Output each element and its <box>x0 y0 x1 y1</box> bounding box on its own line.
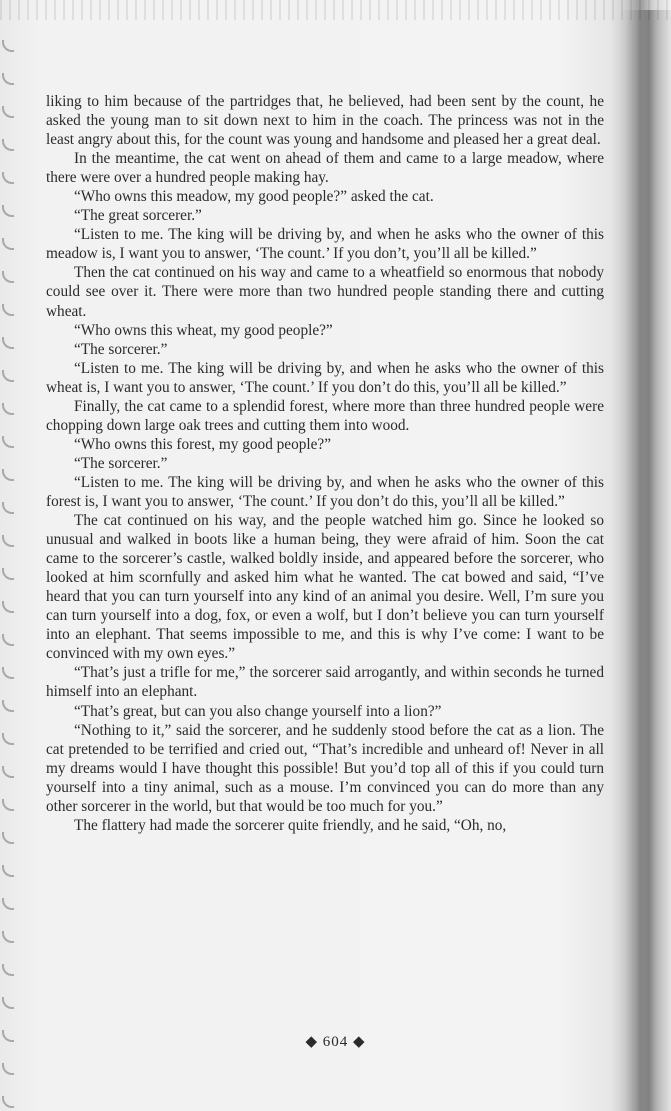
paragraph: “The great sorcerer.” <box>74 207 202 225</box>
paragraph: Then the cat continued on his way and came to a wheatfield so enormous that nobody could see over it. There were more than two hundred people standing there and cutting wheat. <box>46 264 604 320</box>
page-number-footer <box>0 1032 671 1051</box>
paragraph: “Listen to me. The king will be driving by, and when he asks who the owner of this wheat is, I want you to answer, ‘The count.’ If you don’t do this, you’ll all be killed.” <box>46 359 604 396</box>
diamond-icon: ◆ <box>305 1034 318 1050</box>
diamond-icon: ◆ <box>353 1034 366 1050</box>
paragraph: The cat continued on his way, and the people watched him go. Since he looked so unusual and walked in boots like a human being, they were afraid of him. Soon the cat came to the sorcerer’s castle, walked boldly inside, and appeared before the sorcerer, who looked at him scornfully and asked him what he wanted. The cat bowed and said, “I’ve heard that you can turn yourself into any kind of an animal you desire. Well, I’m sure you can turn yourself into a dog, fox, or even a wolf, but I don’t believe you can turn yourself into an elephant. That seems impossible to me, and this is why I’ve come: I want to be convinced with my own eyes.” <box>46 512 604 663</box>
previous-page-edge <box>0 0 671 20</box>
paragraph: “Who owns this meadow, my good people?” asked the cat. <box>74 188 434 206</box>
page-number: 604 <box>322 1034 349 1050</box>
body-text <box>46 92 604 835</box>
paragraph: “Listen to me. The king will be driving by, and when he asks who the owner of this meadow is, I want you to answer, ‘The count.’ If you don’t, you’ll all be killed.” <box>46 226 604 263</box>
paragraph: “Listen to me. The king will be driving by, and when he asks who the owner of this forest is, I want you to answer, ‘The count.’ If you don’t do this, you’ll all be killed.” <box>46 473 604 510</box>
paragraph: “The sorcerer.” <box>74 340 168 358</box>
paragraph: “Who owns this wheat, my good people?” <box>74 321 333 339</box>
paragraph: The flattery had made the sorcerer quite friendly, and he said, “Oh, no, <box>74 816 507 834</box>
paragraph: In the meantime, the cat went on ahead of them and came to a large meadow, where there were over a hundred people making hay. <box>46 150 604 187</box>
paragraph: “The sorcerer.” <box>74 454 168 472</box>
paragraph: “That’s great, but can you also change yourself into a lion?” <box>74 702 442 720</box>
paragraph: liking to him because of the partridges that, he believed, had been sent by the count, he asked the young man to sit down next to him in the coach. The princess was not in the least angry about this, for the count was young and handsome and pleased her a great deal. <box>46 93 604 149</box>
spiral-binding <box>2 40 20 1100</box>
paragraph: “That’s just a trifle for me,” the sorcerer said arrogantly, and within seconds he turned himself into an elephant. <box>46 664 604 701</box>
paragraph: Finally, the cat came to a splendid forest, where more than three hundred people were chopping down large oak trees and cutting them into wood. <box>46 397 604 434</box>
page-gutter-shadow <box>619 10 671 1111</box>
paragraph: “Nothing to it,” said the sorcerer, and he suddenly stood before the cat as a lion. The cat pretended to be terrified and cried out, “That’s incredible and unheard of! Never in all my dreams would I have thought this possible! But you’d top all of this if you could turn yourself into a tiny animal, such as a mouse. I’m convinced you can do more than any other sorcerer in the world, but that would be too much for you.” <box>46 721 604 815</box>
paragraph: “Who owns this forest, my good people?” <box>74 435 332 453</box>
